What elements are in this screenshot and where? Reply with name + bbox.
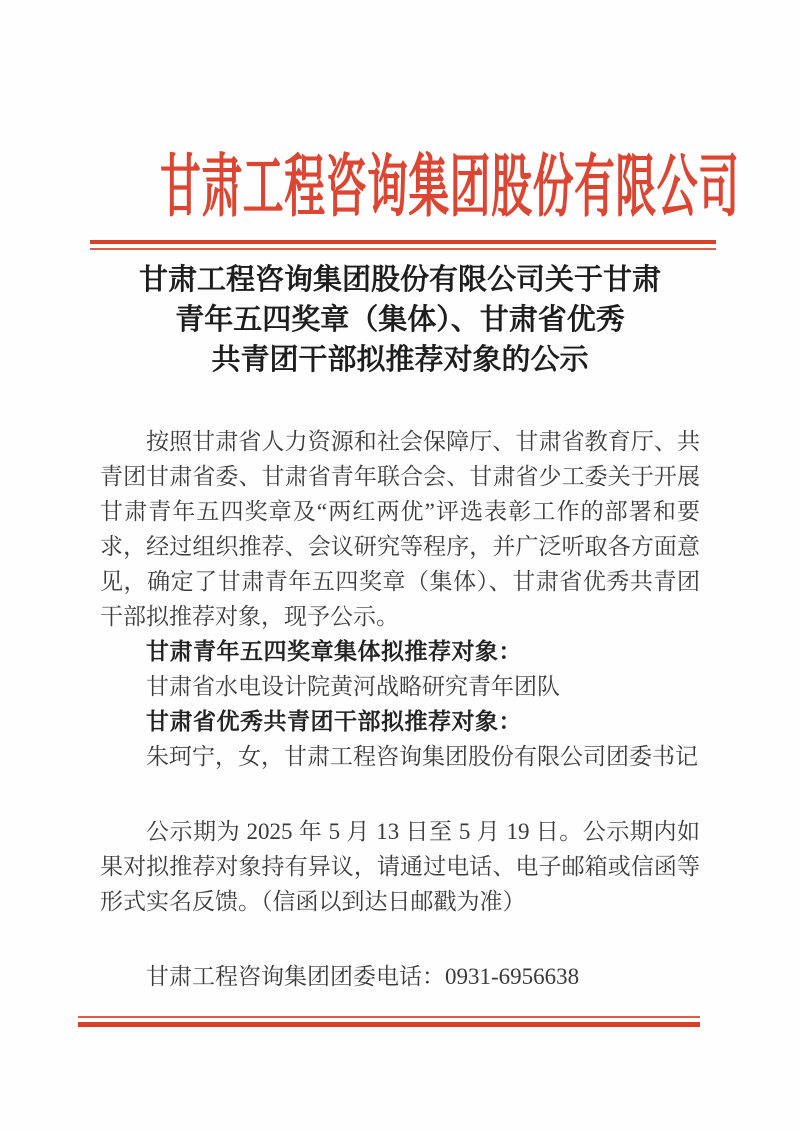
section-label-outstanding-cadre: 甘肃省优秀共青团干部拟推荐对象： [146, 708, 522, 734]
contact-phone-line: 甘肃工程咨询集团团委电话：0931-6956638 [146, 964, 580, 989]
letterhead-company-title: 甘肃工程咨询集团股份有限公司 [159, 149, 740, 225]
document-title-line-2: 青年五四奖章（集体）、甘肃省优秀 [175, 304, 625, 336]
notice-period-paragraph: 公示期为 2025 年 5 月 13 日至 5 月 19 日。公示期内如果对拟推荐对象持有异议，请通过电话、电子邮箱或信函等形式实名反馈。（信函以到达日邮戳为准） [100, 819, 700, 914]
footer-double-rule [78, 1016, 700, 1027]
document-body [100, 424, 700, 994]
document-title-line-3: 共青团干部拟推荐对象的公示 [211, 344, 589, 376]
section-value-outstanding-cadre: 朱珂宁，女，甘肃工程咨询集团股份有限公司团委书记 [146, 744, 698, 769]
section-label-may-fourth-medal: 甘肃青年五四奖章集体拟推荐对象： [146, 638, 522, 664]
document-title [0, 260, 800, 380]
letterhead-double-rule [90, 240, 716, 250]
section-value-may-fourth-medal: 甘肃省水电设计院黄河战略研究青年团队 [146, 674, 560, 699]
rule-thick-bar [78, 1022, 700, 1027]
rule-thin-bar [90, 248, 716, 250]
intro-paragraph: 按照甘肃省人力资源和社会保障厅、甘肃省教育厅、共青团甘肃省委、甘肃省青年联合会、甘肃省少工委关于开展甘肃青年五四奖章及“两红两优”评选表彰工作的部署和要求，经过组织推荐、会议研究等程序，并广泛听取各方面意见，确定了甘肃青年五四奖章（集体）、甘肃省优秀共青团干部拟推荐对象，现予公示。 [100, 429, 700, 629]
document-title-line-1: 甘肃工程咨询集团股份有限公司关于甘肃 [138, 264, 661, 296]
